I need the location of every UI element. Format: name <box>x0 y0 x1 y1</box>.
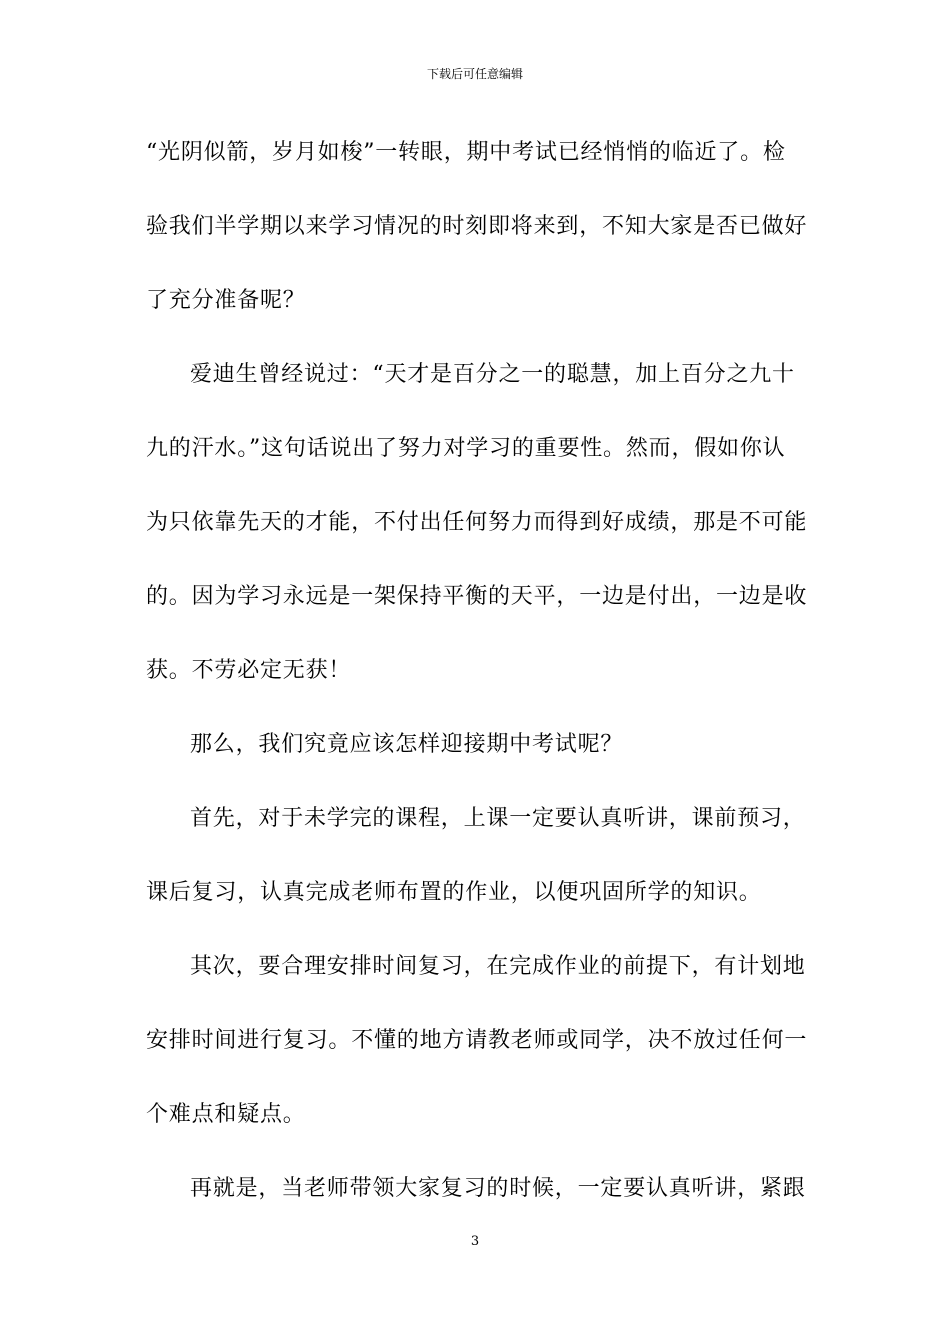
paragraph-line: 首先，对于未学完的课程，上课一定要认真听讲，课前预习， <box>190 806 806 831</box>
paragraph-line: 为只依靠先天的才能，不付出任何努力而得到好成绩，那是不可能 <box>146 510 808 535</box>
paragraph-line: 安排时间进行复习。不懂的地方请教老师或同学，决不放过任何一 <box>146 1028 808 1053</box>
paragraph-line: 其次，要合理安排时间复习，在完成作业的前提下，有计划地 <box>190 954 806 979</box>
paragraph-line: 那么，我们究竟应该怎样迎接期中考试呢？ <box>190 732 624 757</box>
paragraph-line: 九的汗水。”这句话说出了努力对学习的重要性。然而，假如你认 <box>146 436 786 461</box>
paragraph-line: 再就是，当老师带领大家复习的时候，一定要认真听讲，紧跟 <box>190 1176 806 1201</box>
paragraph-line: 了充分准备呢？ <box>146 288 306 313</box>
paragraph-line: 个难点和疑点。 <box>146 1102 306 1127</box>
paragraph-line: 课后复习，认真完成老师布置的作业，以便巩固所学的知识。 <box>146 880 762 905</box>
paragraph-line: 获。不劳必定无获！ <box>146 658 352 683</box>
paragraph-line: “光阴似箭，岁月如梭”一转眼，期中考试已经悄悄的临近了。检 <box>146 140 786 165</box>
page-header: 下载后可任意编辑 <box>426 67 523 81</box>
page-number: 3 <box>470 1234 480 1249</box>
paragraph-line: 验我们半学期以来学习情况的时刻即将来到，不知大家是否已做好 <box>146 214 808 239</box>
paragraph-line: 的。因为学习永远是一架保持平衡的天平，一边是付出，一边是收 <box>146 584 808 609</box>
paragraph-line: 爱迪生曾经说过：“天才是百分之一的聪慧，加上百分之九十 <box>190 362 795 387</box>
